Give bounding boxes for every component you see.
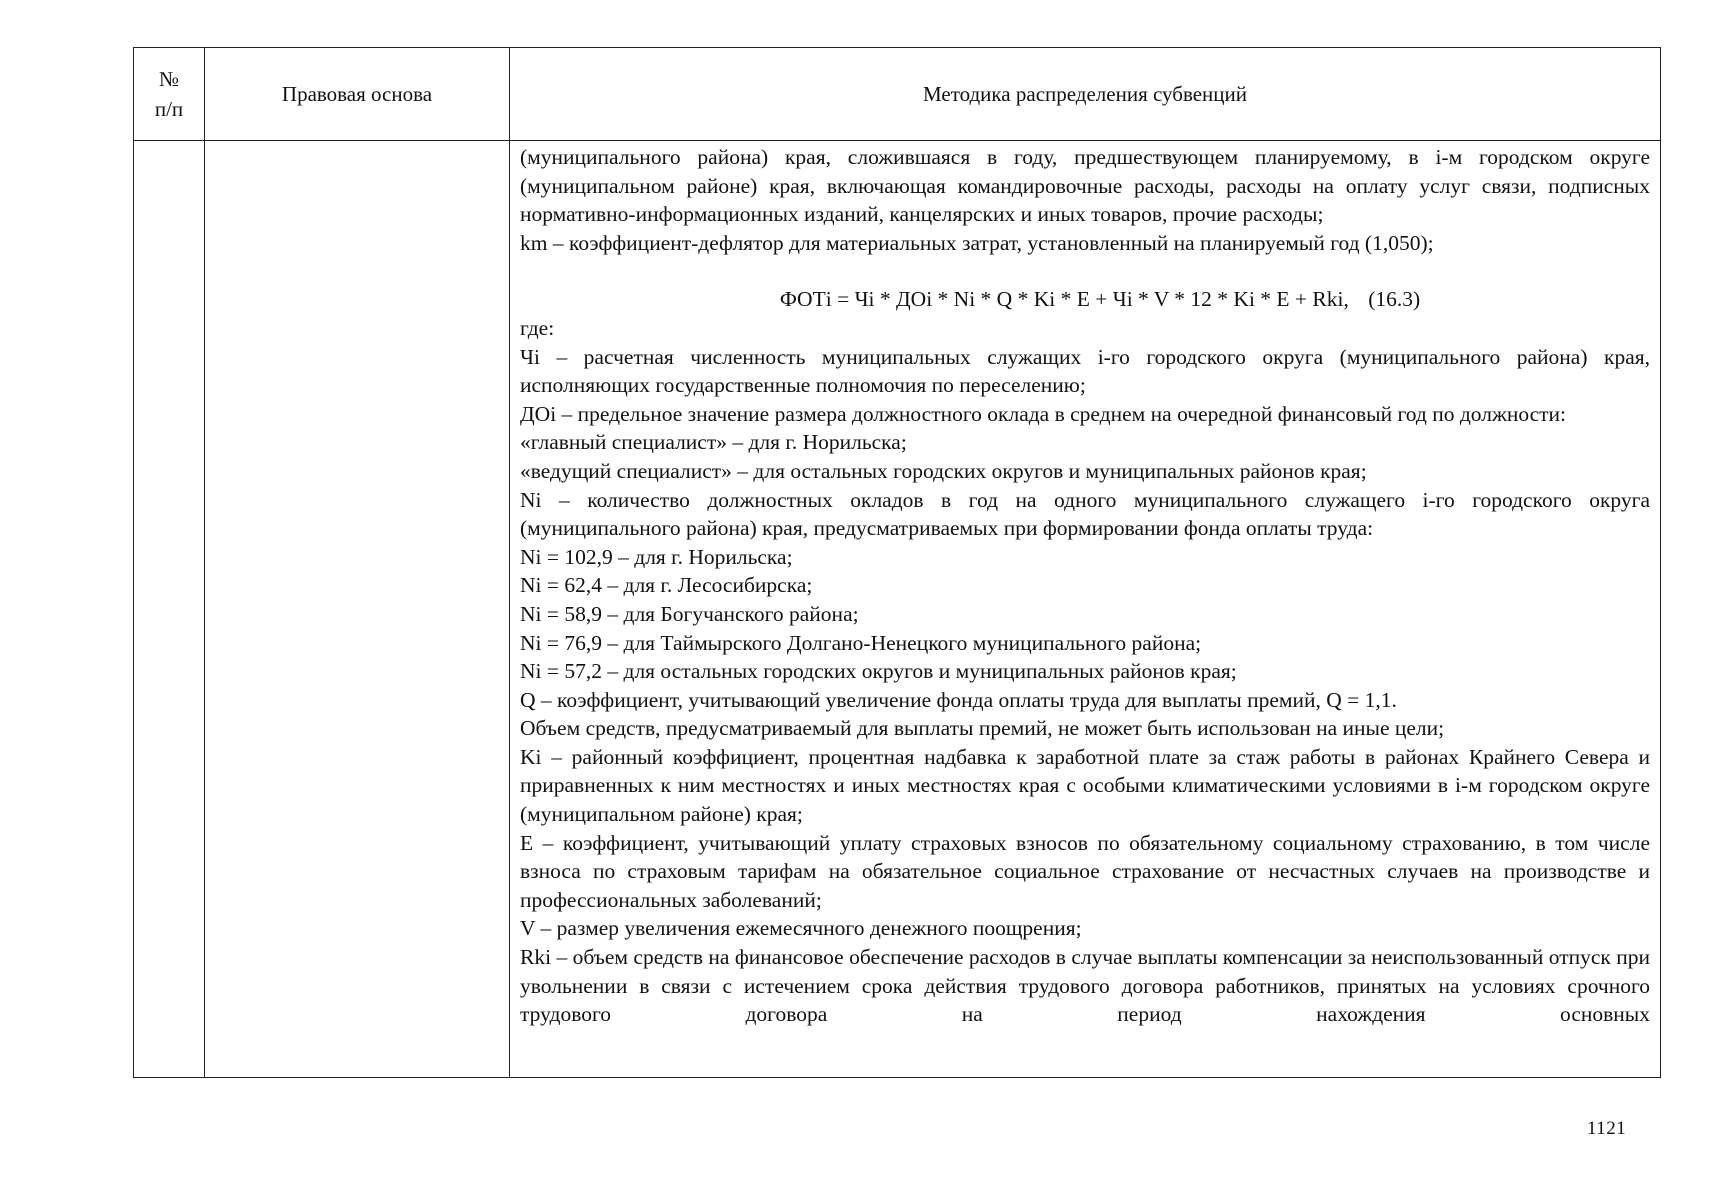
paragraph-bonus-funds: Объем средств, предусматриваемый для выплаты премий, не может быть использован на иные цели;: [520, 716, 1445, 741]
paragraph-ni-taimyr: Ni = 76,9 – для Таймырского Долгано-Ненецкого муниципального района;: [520, 630, 1202, 655]
paragraph-chief-specialist: «главный специалист» – для г. Норильска;: [520, 430, 907, 455]
paragraph-ki: Ki – районный коэффициент, процентная надбавка к заработной плате за стаж работы в районах Крайнего Севера и приравненных к ним местностях и иных местностях края с особыми климатическими условиями в i-м городском округе (муниципальном районе) края;: [520, 744, 1650, 827]
paragraph-km: km – коэффициент-дефлятор для материальных затрат, установленный на планируемый год (1,050);: [520, 230, 1434, 255]
spacer: [520, 257, 1650, 285]
page-number: 1121: [1587, 1118, 1627, 1139]
paragraph-continuation: (муниципального района) края, сложившаяся в году, предшествующем планируемому, в i-м городском округе (муниципальном районе) края, включающая командировочные расходы, расходы на оплату услуг связи, подписных нормативно-информационных изданий, канцелярских и иных товаров, прочие расходы;: [520, 145, 1650, 227]
paragraph-where: где:: [520, 315, 555, 340]
document-table: [133, 47, 1661, 1078]
paragraph-doi: ДОi – предельное значение размера должностного оклада в среднем на очередной финансовый год по должности:: [520, 401, 1567, 426]
paragraph-chi: Чi – расчетная численность муниципальных служащих i-го городского округа (муниципального района) края, исполняющих государственные полномочия по переселению;: [520, 344, 1650, 398]
paragraph-v: V – размер увеличения ежемесячного денежного поощрения;: [520, 916, 1082, 941]
paragraph-rki: Rki – объем средств на финансовое обеспечение расходов в случае выплаты компенсации за неиспользованный отпуск при увольнении в связи с истечением срока действия трудового договора работников, принятых на условиях срочного трудового договора на период нахождения основных: [520, 945, 1650, 1027]
methodology-cell: [510, 141, 1661, 1078]
paragraph-q: Q – коэффициент, учитывающий увеличение фонда оплаты труда для выплаты премий, Q = 1,1.: [520, 687, 1397, 712]
paragraph-ni-other: Ni = 57,2 – для остальных городских округов и муниципальных районов края;: [520, 659, 1237, 684]
formula-number: (16.3): [1368, 287, 1421, 312]
header-row: [134, 48, 1661, 141]
formula: [520, 285, 1650, 314]
formula-expression: ФОТi = Чi * ДОi * Ni * Q * Ki * E + Чi * V * 12 * Ki * E + Rki,: [779, 287, 1349, 312]
paragraph-ni-norilsk: Ni = 102,9 – для г. Норильска;: [520, 544, 793, 569]
paragraph-ni: Ni – количество должностных окладов в год на одного муниципального служащего i-го городского округа (муниципального района) края, предусматриваемых при формировании фонда оплаты труда:: [520, 487, 1650, 541]
paragraph-e: Е – коэффициент, учитывающий уплату страховых взносов по обязательному социальному страхованию, в том числе взноса по страховым тарифам на обязательное социальное страхование от несчастных случаев на производстве и профессиональных заболеваний;: [520, 830, 1650, 912]
table-header: [134, 48, 1661, 141]
header-number: № п/п: [134, 48, 205, 141]
number-cell: [134, 141, 205, 1078]
paragraph-leading-specialist: «ведущий специалист» – для остальных городских округов и муниципальных районов края;: [520, 458, 1367, 483]
header-methodology: Методика распределения субвенций: [510, 48, 1661, 141]
header-legal-basis: Правовая основа: [205, 48, 510, 141]
legal-basis-cell: [205, 141, 510, 1078]
table-body: [134, 141, 1661, 1078]
paragraph-ni-lesosibirsk: Ni = 62,4 – для г. Лесосибирска;: [520, 573, 813, 598]
paragraph-ni-boguchany: Ni = 58,9 – для Богучанского района;: [520, 601, 859, 626]
table-row: [134, 141, 1661, 1078]
